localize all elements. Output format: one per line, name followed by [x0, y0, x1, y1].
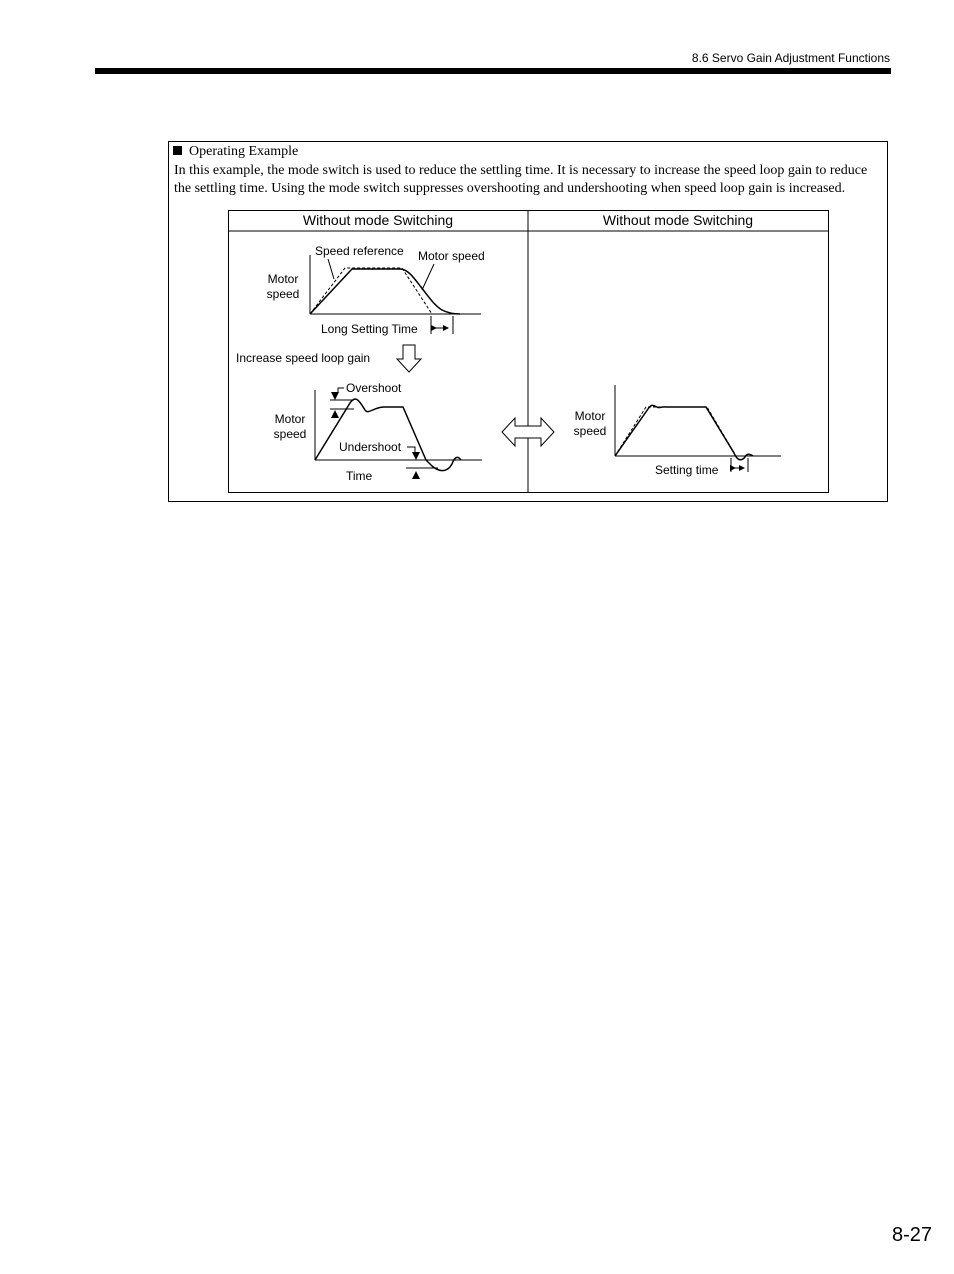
- mode-switch-diagram: [228, 210, 830, 494]
- time-label: Time: [346, 469, 373, 483]
- right-column-header: Without mode Switching: [602, 212, 754, 228]
- motor-speed-axis-label-line2-b: speed: [273, 427, 307, 441]
- speed-reference-leader: [328, 259, 334, 279]
- undershoot-label: Undershoot: [339, 440, 402, 454]
- motor-speed-axis-label-line1-c: Motor: [574, 409, 606, 423]
- motor-speed-curve: [310, 269, 460, 314]
- left-column-header: Without mode Switching: [302, 212, 454, 228]
- speed-reference-label: Speed reference: [315, 244, 404, 258]
- graph-before: [267, 244, 485, 336]
- down-arrow-icon: [397, 345, 421, 372]
- page-number: 8-27: [891, 1224, 932, 1246]
- undershoot-arrow-top-icon: [412, 452, 420, 460]
- motor-speed-axis-label-line1: Motor: [267, 272, 299, 286]
- motor-speed-axis-label-line1-b: Motor: [274, 412, 306, 426]
- overshoot-label: Overshoot: [346, 381, 402, 395]
- motor-speed-axis-label-line2: speed: [266, 287, 300, 301]
- section-header-title: 8.6 Servo Gain Adjustment Functions: [691, 51, 890, 65]
- speed-reference-curve: [310, 268, 432, 314]
- header-rule: [95, 68, 891, 74]
- setting-time-label: Setting time: [655, 463, 719, 477]
- undershoot-leader: [407, 447, 415, 452]
- motor-speed-axis-label-line2-c: speed: [573, 424, 607, 438]
- overshoot-leader: [338, 388, 344, 393]
- undershoot-arrow-bottom-icon: [412, 471, 420, 479]
- graph-with-switching: [574, 385, 781, 477]
- motor-speed-leader: [422, 264, 434, 290]
- overshoot-arrow-bottom-icon: [331, 410, 339, 418]
- example-heading: [173, 144, 298, 160]
- motor-speed-curve-c: [615, 405, 753, 459]
- speed-reference-curve-c: [615, 407, 736, 456]
- overshoot-arrow-top-icon: [331, 392, 339, 400]
- graph-high-gain: [274, 381, 482, 483]
- increase-gain-label: Increase speed loop gain: [236, 351, 371, 365]
- square-bullet-icon: [173, 146, 182, 155]
- example-heading-text: Operating Example: [189, 144, 299, 159]
- long-setting-time-label: Long Setting Time: [321, 322, 418, 336]
- motor-speed-label: Motor speed: [418, 249, 485, 263]
- example-body: In this example, the mode switch is used to reduce the settling time. It is necessary to increase the speed loop gain to reduce the settling time. Using the mode switch suppresses overshooting and undershooting when speed loop gain is increased.: [174, 163, 868, 196]
